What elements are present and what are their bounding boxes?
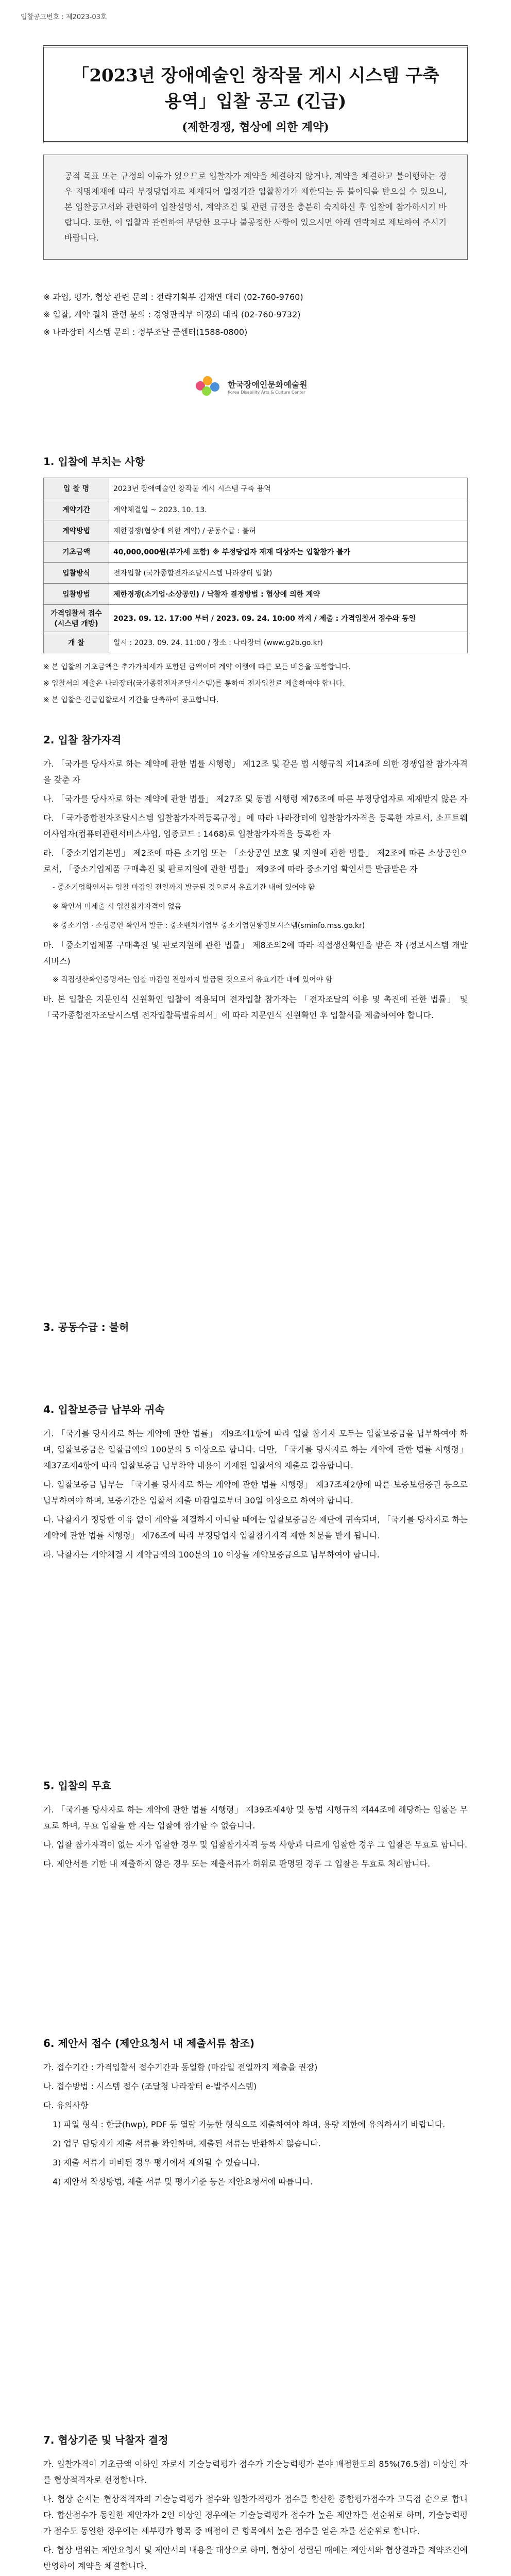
logo-english-text: Korea Disability Arts & Culture Center	[228, 390, 305, 395]
paragraph: 라. 「중소기업기본법」 제2조에 따른 소기업 또는 「소상공인 보호 및 지원에 관한 법률」 제2조에 따른 소상공인으로서, 「중소기업제품 구매촉진 및 판로지원에 관한 법률」 제9조에 따라 중소기업 확인서를 발급받은 자	[43, 848, 468, 874]
contact-item: ※ 과업, 평가, 협상 관련 문의 : 전략기획부 김재연 대리 (02-760-9760)	[43, 292, 303, 302]
note-text: ※ 입찰서의 제출은 나라장터(국가종합전자조달시스템)를 통하여 전자입찰로 제출하여야 합니다.	[43, 680, 345, 688]
paragraph: 나. 「국가를 당사자로 하는 계약에 관한 법률」 제27조 및 동법 시행령 제76조에 따른 부정당업자로 제재받지 않은 자	[43, 794, 468, 804]
section-title: 4. 입찰보증금 납부와 귀속	[43, 1403, 165, 1416]
paragraph: 다. 제안서를 기한 내 제출하지 않은 경우 또는 제출서류가 허위로 판명된 경우 그 입찰은 무효로 처리합니다.	[43, 1859, 431, 1869]
intro-notice-box: 공적 목표 또는 규정의 이유가 있으므로 입찰자가 계약을 체결하지 않거나, 계약을 체결하고 불이행하는 경우 지명제재에 따라 부정당업자로 제재되어 일정기간 입찰참가가 제한되는 등 불이익을 받으실 수 있으니, 본 입찰공고서와 관련하여 입찰설명서, 계약조건 및 관련 규정을 충분히 숙지하신 후 입찰에 참가하시기 바랍니다. 또한, 이 입찰과 관련하여 부당한 요구나 불공정한 사항이 있으시면 아래 연락처로 제보하여 주시기 바랍니다.	[43, 155, 468, 260]
section-title: 3. 공동수급 : 불허	[43, 1321, 129, 1333]
paragraph: 가. 접수기간 : 가격입찰서 접수기간과 동일함 (마감일 전일까지 제출을 권장)	[43, 2062, 318, 2072]
paragraph: 나. 입찰 참가자격이 없는 자가 입찰한 경우 및 입찰참가자격 등록 사항과 다르게 입찰한 경우 그 입찰은 무효로 합니다.	[43, 1840, 468, 1850]
paragraph: 다. 협상 범위는 제안요청서 및 제안서의 내용을 대상으로 하며, 협상이 성립된 때에는 제안서와 협상결과를 계약조건에 반영하여 계약을 체결합니다.	[43, 2545, 468, 2571]
section-bid-bond	[43, 1401, 468, 1566]
section-title: 7. 협상기준 및 낙찰자 결정	[43, 2434, 168, 2446]
section-title: 1. 입찰에 부치는 사항	[43, 455, 145, 468]
paragraph: 나. 접수방법 : 시스템 접수 (조달청 나라장터 e-발주시스템)	[43, 2081, 257, 2091]
paragraph: 가. 「국가를 당사자로 하는 계약에 관한 법률」 제9조제1항에 따라 입찰 참가자 모두는 입찰보증금을 납부하여야 하며, 입찰보증금은 입찰금액의 100분의 5 이상으로 합니다. 다만, 「국가를 당사자로 하는 계약에 관한 법률 시행령」 제37조제4항에 따라 입찰보증금 납부확약 내용이 기재된 입찰서의 제출로 갈음합니다.	[43, 1429, 468, 1470]
contact-list	[43, 289, 468, 341]
table-row: 입 찰 명 2023년 장애예술인 창작물 게시 시스템 구축 용역	[44, 478, 468, 499]
logo-mark-icon	[196, 376, 223, 397]
table-row: 가격입찰서 접수 (시스템 개방) 2023. 09. 12. 17:00 부터 / 2023. 09. 24. 10:00 까지 / 제출 : 가격입찰서 접수와 동일	[44, 605, 468, 632]
note-text: ※ 본 입찰은 긴급입찰로서 기간을 단축하여 공고합니다.	[43, 696, 219, 704]
section-joint-contract	[43, 1319, 468, 1343]
paragraph: - 중소기업확인서는 입찰 마감일 전일까지 발급된 것으로서 유효기간 내에 있어야 함	[53, 884, 315, 892]
paragraph: 4) 제안서 작성방법, 제출 서류 및 평가기준 등은 제안요청서에 따릅니다.	[53, 2177, 313, 2187]
paragraph: 다. 낙찰자가 정당한 이유 없이 계약을 체결하지 아니할 때에는 입찰보증금은 재단에 귀속되며, 「국가를 당사자로 하는 계약에 관한 법률 시행령」 제76조에 따라 부정당업자 입찰참가자격 제한 처분을 받게 됩니다.	[43, 1515, 468, 1540]
notice-number: 입찰공고번호 : 제2023-03호	[21, 13, 107, 21]
paragraph: 바. 본 입찰은 지문인식 신원확인 입찰이 적용되며 전자입찰 참가자는 「전자조달의 이용 및 촉진에 관한 법률」 및 「국가종합전자조달시스템 전자입찰특별유의서」에 따라 지문인식 신원확인 후 입찰서를 제출하여야 합니다.	[43, 994, 468, 1020]
paragraph: 3) 제출 서류가 미비된 경우 평가에서 제외될 수 있습니다.	[53, 2158, 260, 2167]
section-title: 6. 제안서 접수 (제안요청서 내 제출서류 참조)	[43, 2037, 255, 2049]
section-eligibility	[43, 732, 468, 1026]
paragraph: 다. 유의사항	[43, 2100, 89, 2110]
section-proposal-submission	[43, 2035, 468, 2193]
paragraph: 가. 「국가를 당사자로 하는 계약에 관한 법률 시행령」 제12조 및 같은 법 시행규칙 제14조에 의한 경쟁입찰 참가자격을 갖춘 자	[43, 759, 468, 785]
paragraph: ※ 중소기업 · 소상공인 확인서 발급 : 중소벤처기업부 중소기업현황정보시스템(sminfo.mss.go.kr)	[53, 922, 365, 930]
table-row: 기초금액 40,000,000원(부가세 포함) ※ 부정당업자 제재 대상자는 입찰참가 불가	[44, 541, 468, 563]
paragraph: 다. 「국가종합전자조달시스템 입찰참가자격등록규정」에 따라 나라장터에 입찰참가자격을 등록한 자로서, 소프트웨어사업자(컴퓨터관련서비스사업, 업종코드 : 1468)로 입찰참가자격을 등록한 자	[43, 813, 468, 839]
paragraph: 2) 업무 담당자가 제출 서류를 확인하며, 제출된 서류는 반환하지 않습니다.	[53, 2139, 321, 2148]
table-row: 계약방법 제한경쟁(협상에 의한 계약) / 공동수급 : 불허	[44, 520, 468, 541]
organization-logo	[196, 371, 319, 402]
paragraph: 나. 입찰보증금 납부는 「국가를 당사자로 하는 계약에 관한 법률 시행령」 제37조제2항에 따른 보증보험증권 등으로 납부하여야 하며, 보증기간은 입찰서 제출 마감일로부터 30일 이상으로 하여야 합니다.	[43, 1480, 468, 1505]
contact-item: ※ 나라장터 시스템 문의 : 정부조달 콜센터(1588-0800)	[43, 327, 248, 337]
title-line-1: 「2023년 장애예술인 창작물 게시 시스템 구축	[72, 65, 439, 86]
paragraph: 1) 파일 형식 : 한글(hwp), PDF 등 열람 가능한 형식으로 제출하여야 하며, 용량 제한에 유의하시기 바랍니다.	[53, 2120, 446, 2129]
table-row: 입찰방식 전자입찰 (국가종합전자조달시스템 나라장터 입찰)	[44, 563, 468, 584]
table-row: 계약기간 계약체결일 ~ 2023. 10. 13.	[44, 499, 468, 520]
section-invalid-bids	[43, 1777, 468, 1875]
title-line-2: 용역」입찰 공고 (긴급)	[164, 91, 347, 112]
note-text: ※ 본 입찰의 기초금액은 추가가치세가 포함된 금액이며 계약 이행에 따른 모든 비용을 포함합니다.	[43, 663, 351, 671]
title-subtitle: (제한경쟁, 협상에 의한 계약)	[182, 121, 329, 134]
section-bid-items	[43, 453, 468, 710]
contact-item: ※ 입찰, 계약 절차 관련 문의 : 경영관리부 이정희 대리 (02-760-9732)	[43, 310, 301, 319]
paragraph: 가. 「국가를 당사자로 하는 계약에 관한 법률 시행령」 제39조제4항 및 동법 시행규칙 제44조에 해당하는 입찰은 무효로 하며, 무효 입찰을 한 자는 입찰에 참가할 수 없습니다.	[43, 1805, 468, 1831]
bid-info-table	[43, 478, 468, 653]
paragraph: ※ 확인서 미제출 시 입찰참가자격이 없음	[53, 903, 182, 911]
paragraph: 라. 낙찰자는 계약체결 시 계약금액의 100분의 10 이상을 계약보증금으로 납부하여야 합니다.	[43, 1550, 380, 1560]
logo-korean-text: 한국장애인문화예술원	[228, 380, 308, 389]
table-row: 개 찰 일시 : 2023. 09. 24. 11:00 / 장소 : 나라장터 (www.g2b.go.kr)	[44, 632, 468, 653]
paragraph: 가. 입찰가격이 기초금액 이하인 자로서 기술능력평가 점수가 기술능력평가 분야 배점한도의 85%(76.5점) 이상인 자를 협상적격자로 선정합니다.	[43, 2459, 468, 2485]
paragraph: 나. 협상 순서는 협상적격자의 기술능력평가 점수와 입찰가격평가 점수를 합산한 종합평가점수가 고득점 순으로 합니다. 합산점수가 동일한 제안자가 2인 이상인 경우에는 기술능력평가 점수가 높은 제안자를 선순위로 하며, 기술능력평가 점수도 동일한 경우에는 세부평가 항목 중 배점이 큰 항목에서 높은 점수를 얻은 자를 선순위로 합니다.	[43, 2494, 468, 2536]
table-row: 입찰방법 제한경쟁(소기업·소상공인) / 낙찰자 결정방법 : 협상에 의한 계약	[44, 584, 468, 605]
section-title: 2. 입찰 참가자격	[43, 734, 122, 746]
paragraph: ※ 직접생산확인증명서는 입찰 마감일 전일까지 발급된 것으로서 유효기간 내에 있어야 함	[53, 976, 333, 984]
title-box	[43, 45, 468, 143]
paragraph: 마. 「중소기업제품 구매촉진 및 판로지원에 관한 법률」 제8조의2에 따라 직접생산확인을 받은 자 (정보시스템 개발서비스)	[43, 940, 468, 966]
section-title: 5. 입찰의 무효	[43, 1780, 112, 1792]
section-negotiation	[43, 2432, 468, 2576]
